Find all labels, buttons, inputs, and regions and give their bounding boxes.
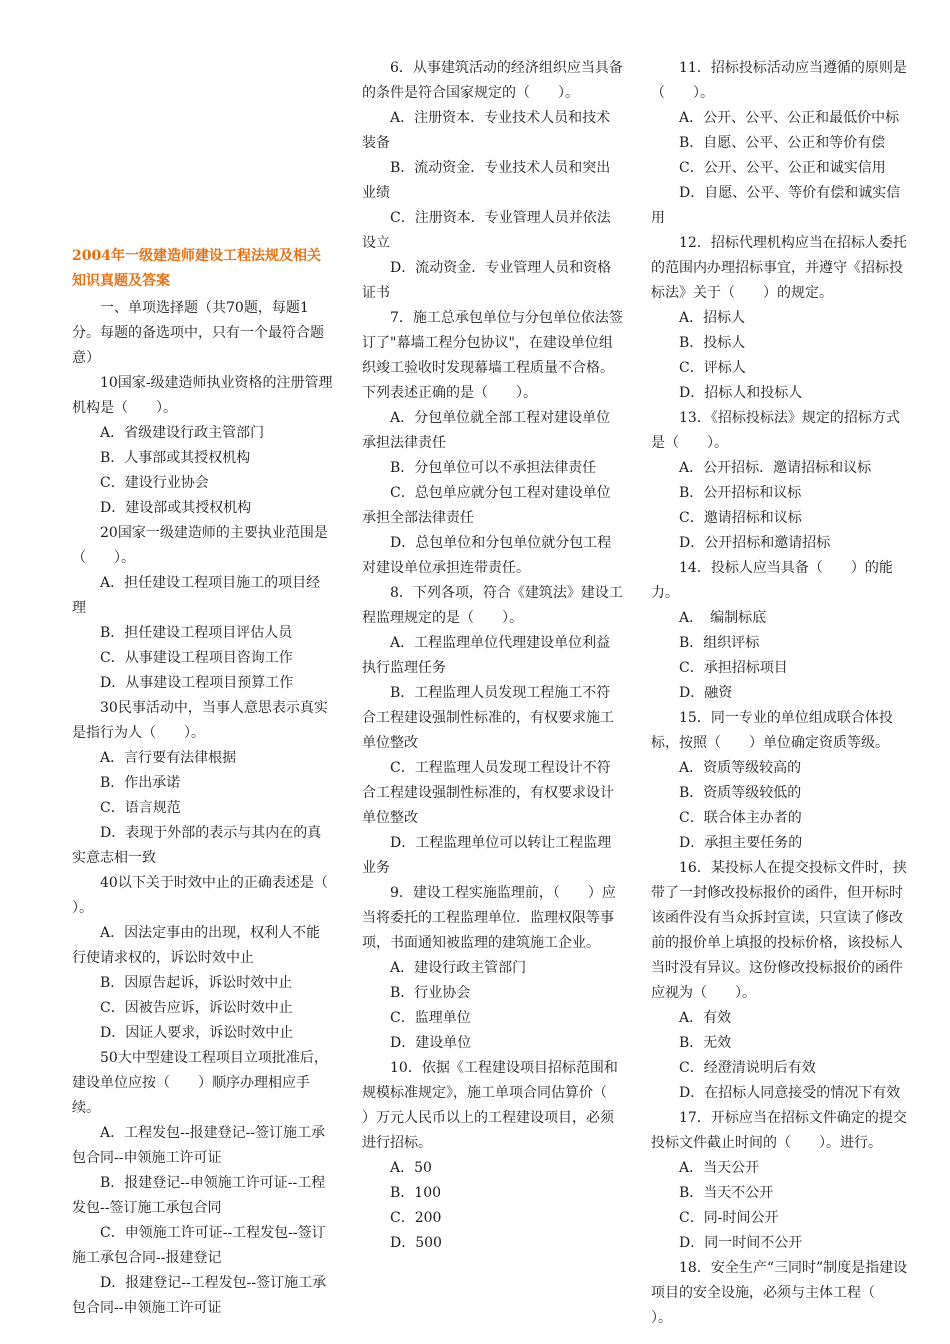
column-2 [362, 56, 635, 1256]
option-d: D．在招标人同意接受的情况下有效 [679, 1085, 901, 1101]
option-c: C．200 [390, 1210, 442, 1226]
option-b: B．报建登记--申领施工许可证--工程发包--签订施工承包合同 [72, 1175, 326, 1216]
question-text: 40以下关于时效中止的正确表述是（ ）。 [72, 875, 356, 916]
option-b: B．当天不公开 [679, 1185, 774, 1201]
option-d: D．表现于外部的表示与其内在的真实意志相一致 [72, 825, 322, 866]
option-d: D．从事建设工程项目预算工作 [100, 675, 294, 691]
option-d: D．自愿、公平、等价有偿和诚实信用 [651, 185, 901, 226]
option-b: B．担任建设工程项目评估人员 [100, 625, 293, 641]
section-intro: 一、单项选择题（共70题，每题1分。每题的备选项中，只有一个最符合题意） [72, 300, 324, 366]
question-text: 7．施工总承包单位与分包单位依法签订了"幕墙工程分包协议"，在建设单位组织竣工验收时发现幕墙工程质量不合格。下列表述正确的是（ ）。 [362, 310, 623, 401]
option-d: D．招标人和投标人 [679, 385, 803, 401]
question-5 [72, 1046, 334, 1321]
question-text: 50大中型建设工程项目立项批准后，建设单位应按（ ）顺序办理相应手续。 [72, 1050, 328, 1116]
option-c: C．因被告应诉，诉讼时效中止 [100, 1000, 293, 1016]
question-4 [72, 871, 356, 1046]
option-c: C．经澄清说明后有效 [679, 1060, 816, 1076]
option-d: D．500 [390, 1235, 442, 1251]
option-d: D．流动资金．专业管理人员和资格证书 [362, 260, 612, 301]
question-text: 15．同一专业的单位组成联合体投标，按照（ ）单位确定资质等级。 [651, 710, 893, 751]
option-a: A．分包单位就全部工程对建设单位承担法律责任 [362, 410, 611, 451]
option-b: B．作出承诺 [100, 775, 181, 791]
option-c: C．建设行业协会 [100, 475, 209, 491]
question-18 [651, 1256, 913, 1331]
option-b: B．因原告起诉，诉讼时效中止 [100, 975, 293, 991]
option-c: C．联合体主办者的 [679, 810, 802, 826]
document-title: 2004年一级建造师建设工程法规及相关知识真题及答案 [72, 248, 321, 289]
option-c: C．邀请招标和议标 [679, 510, 802, 526]
question-text: 17．开标应当在招标文件确定的提交投标文件截止时间的（ ）。进行。 [651, 1110, 907, 1151]
option-b: B．分包单位可以不承担法律责任 [390, 460, 597, 476]
option-d: D．建设单位 [390, 1035, 472, 1051]
option-a: A．资质等级较高的 [679, 760, 802, 776]
question-text: 12．招标代理机构应当在招标人委托的范围内办理招标事宜，并遵守《招标投标法》关于（ ）的规定。 [651, 235, 907, 301]
question-3 [72, 696, 334, 871]
option-a: A．言行要有法律根据 [100, 750, 237, 766]
option-c: C．评标人 [679, 360, 746, 376]
option-c: C．从事建设工程项目咨询工作 [100, 650, 293, 666]
question-11 [651, 56, 913, 231]
question-10 [362, 1056, 635, 1256]
question-text: 6．从事建筑活动的经济组织应当具备的条件是符合国家规定的（ ）。 [362, 60, 623, 101]
option-d: D．因证人要求，诉讼时效中止 [100, 1025, 294, 1041]
column-3 [651, 56, 913, 1331]
option-c: C．注册资本．专业管理人员并依法设立 [362, 210, 611, 251]
option-a: A．有效 [679, 1010, 732, 1026]
question-13 [651, 406, 913, 556]
question-14 [651, 556, 913, 706]
option-b: B．100 [390, 1185, 442, 1201]
option-a: A．招标人 [679, 310, 746, 326]
option-c: C．同-时间公开 [679, 1210, 779, 1226]
option-b: B．资质等级较低的 [679, 785, 802, 801]
question-text: 14．投标人应当具备（ ）的能力。 [651, 560, 893, 601]
option-a: A．工程发包--报建登记--签订施工承包合同--申领施工许可证 [72, 1125, 326, 1166]
option-d: D．总包单位和分包单位就分包工程对建设单位承担连带责任。 [362, 535, 612, 576]
question-text: 10国家-级建造师执业资格的注册管理机构是（ ）。 [72, 375, 333, 416]
option-b: B．组织评标 [679, 635, 760, 651]
question-2 [72, 521, 334, 696]
option-b: B．投标人 [679, 335, 746, 351]
option-d: D．融资 [679, 685, 733, 701]
question-text: 20国家一级建造师的主要执业范围是（ ）。 [72, 525, 328, 566]
option-c: C．承担招标项目 [679, 660, 788, 676]
question-text: 16．某投标人在提交投标文件时，挟带了一封修改投标报价的函件，但开标时该函件没有当众拆封宣读，只宣读了修改前的报价单上填报的投标价格，该投标人当时没有异议。这份修改投标报价的函件应视为（ ）。 [651, 860, 907, 1001]
option-a: A．公开、公平、公正和最低价中标 [679, 110, 900, 126]
option-c: C．工程监理人员发现工程设计不符合工程建设强制性标准的，有权要求设计单位整改 [362, 760, 614, 826]
question-text: 13．《招标投标法》规定的招标方式是（ ）。 [651, 410, 900, 451]
question-text: 10．依据《工程建设项目招标范围和规模标准规定》，施工单项合同估算价（ ）万元人民币以上的工程建设项目，必须进行招标。 [362, 1060, 635, 1151]
question-1 [72, 371, 334, 521]
column-1 [72, 244, 356, 1321]
option-c: C．总包单应就分包工程对建设单位承担全部法律责任 [362, 485, 611, 526]
option-a: A．因法定事由的出现，权利人不能行使请求权的，诉讼时效中止 [72, 925, 321, 966]
option-a: A．注册资本．专业技术人员和技术装备 [362, 110, 611, 151]
option-c: C．语言规范 [100, 800, 181, 816]
option-b: B．人事部或其授权机构 [100, 450, 251, 466]
question-17 [651, 1106, 913, 1256]
option-b: B．公开招标和议标 [679, 485, 802, 501]
question-6 [362, 56, 624, 306]
option-b: B．行业协会 [390, 985, 471, 1001]
option-b: B．工程监理人员发现工程施工不符合工程建设强制性标准的，有权要求施工单位整改 [362, 685, 614, 751]
question-12 [651, 231, 913, 406]
option-d: D．公开招标和邀请招标 [679, 535, 831, 551]
option-d: D．建设部或其授权机构 [100, 500, 252, 516]
option-d: D．同一时间不公开 [679, 1235, 803, 1251]
question-16 [651, 856, 913, 1106]
option-c: C．监理单位 [390, 1010, 471, 1026]
question-text: 8．下列各项，符合《建筑法》建设工程监理规定的是（ ）。 [362, 585, 623, 626]
option-d: D．承担主要任务的 [679, 835, 803, 851]
option-a: A．工程监理单位代理建设单位利益执行监理任务 [362, 635, 611, 676]
option-a: A．建设行政主管部门 [390, 960, 527, 976]
option-a: A． 编制标底 [679, 610, 767, 626]
option-a: A．公开招标．邀请招标和议标 [679, 460, 872, 476]
question-text: 11．招标投标活动应当遵循的原则是（ ）。 [651, 60, 907, 101]
option-a: A．当天公开 [679, 1160, 760, 1176]
option-b: B．流动资金．专业技术人员和突出业绩 [362, 160, 611, 201]
question-text: 30民事活动中，当事人意思表示真实是指行为人（ ）。 [72, 700, 328, 741]
option-c: C．公开、公平、公正和诚实信用 [679, 160, 886, 176]
option-c: C．申领施工许可证--工程发包--签订施工承包合同--报建登记 [72, 1225, 326, 1266]
question-9 [362, 881, 624, 1056]
option-a: A．省级建设行政主管部门 [100, 425, 265, 441]
question-15 [651, 706, 913, 856]
question-text: 9．建设工程实施监理前，（ ）应当将委托的工程监理单位．监理权限等事项，书面通知被监理的建筑施工企业。 [362, 885, 616, 951]
question-text: 18．安全生产“三同时”制度是指建设项目的安全设施，必须与主体工程（ ）。 [651, 1260, 908, 1326]
option-a: A．50 [390, 1160, 432, 1176]
option-d: D．工程监理单位可以转让工程监理业务 [362, 835, 612, 876]
question-7 [362, 306, 624, 581]
option-b: B．无效 [679, 1035, 732, 1051]
option-d: D．报建登记--工程发包--签订施工承包合同--申领施工许可证 [72, 1275, 327, 1316]
option-b: B．自愿、公平、公正和等价有偿 [679, 135, 886, 151]
option-a: A．担任建设工程项目施工的项目经理 [72, 575, 321, 616]
question-8 [362, 581, 624, 881]
